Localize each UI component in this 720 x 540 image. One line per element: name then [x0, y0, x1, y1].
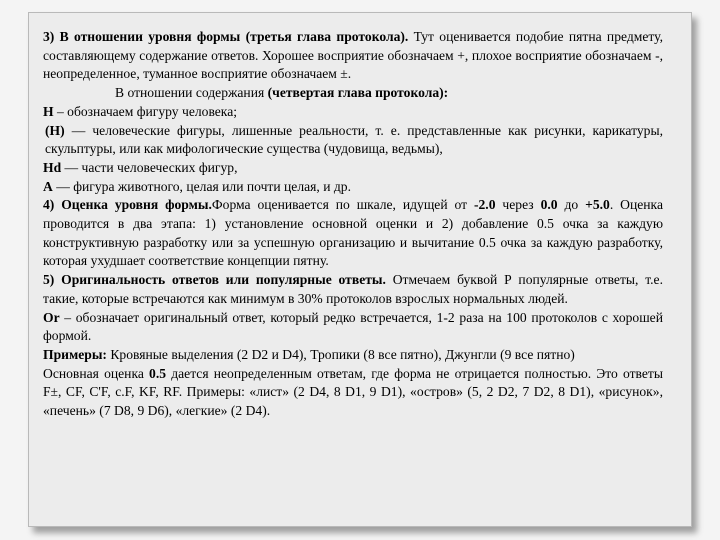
section4-v1: -2.0: [473, 197, 496, 213]
hd-text: — части человеческих фигур,: [61, 159, 238, 175]
h-text: – обозначаем фигуру человека;: [53, 103, 238, 119]
examples-label: Примеры:: [43, 346, 107, 362]
orig-line: [43, 309, 663, 346]
h-line: [43, 103, 663, 122]
examples-text: Кровяные выделения (2 D2 и D4), Тропики (8 все пятно), Джунгли (9 все пятно): [106, 346, 575, 362]
section3-text: Тут оценивается подобие пятна предмету, составляющему содержание ответов. Хорошее восприятие обозначаем +, плохое восприятие обозначаем -, неопределенное, туманное восприятие обозначаем ±.: [43, 29, 663, 82]
basic-score-text-1: Основная оценка: [43, 365, 150, 381]
orig-text: – обозначает оригинальный ответ, который редко встречается, 1-2 раза на 100 протоколов с хорошей формой.: [43, 309, 663, 344]
section3-heading: 3) В отношении уровня формы (третья глава протокола).: [43, 29, 409, 44]
examples-paragraph: [43, 346, 663, 365]
h-paren-text: — человеческие фигуры, лишенные реальности, т. е. представленные как рисунки, карикатуры, скульптуры, или как мифологические существа (чудовища, ведьмы),: [45, 122, 663, 157]
h-paren-line: [43, 122, 663, 159]
h-paren-code: (Н): [45, 122, 65, 138]
hd-code: Нd: [43, 159, 62, 175]
section4-text-2: через: [495, 197, 541, 213]
content-intro: [43, 84, 663, 103]
basic-score-value: 0.5: [149, 365, 167, 381]
section4-text-4: . Оценка проводится в два этапа: 1) установление основной оценки и 2) добавление 0.5 очка за каждую конструктивную разработку или за успешную организацию и вычитание 0.5 очка за каждую разработку, которая ухудшает соответствие концепции пятну.: [43, 197, 663, 269]
section4-paragraph: [43, 196, 663, 271]
section4-text-1: Форма оценивается по шкале, идущей от: [211, 197, 474, 213]
section5-paragraph: [43, 271, 663, 308]
slide-text: [43, 28, 663, 421]
a-code: А: [43, 178, 53, 194]
section4-v2: 0.0: [540, 197, 558, 213]
section4-text-3: до: [557, 197, 586, 213]
section3-paragraph: [43, 28, 663, 84]
orig-code: Or: [43, 309, 60, 325]
basic-score-paragraph: [43, 365, 663, 421]
h-code: Н: [43, 103, 54, 119]
hd-line: [43, 159, 663, 178]
a-text: — фигура животного, целая или почти целая, и др.: [52, 178, 351, 194]
a-line: [43, 178, 663, 197]
basic-score-text-2: дается неопределенным ответам, где форма не отрицается полностью. Это ответы F±, CF, C'F, c.F, KF, RF. Примеры: «лист» (2 D4, 8 D1, 9 D1), «остров» (5, 2 D2, 7 D2, 8 D1), «рисунок», «печень» (7 D8, 9 D6), «легкие» (2 D4).: [43, 365, 663, 419]
section4-v3: +5.0: [585, 197, 610, 213]
content-intro-text: В отношении содержания: [115, 85, 268, 101]
section5-heading: 5) Оригинальность ответов или популярные ответы.: [43, 272, 386, 288]
section4-heading: 4) Оценка уровня формы.: [43, 197, 212, 213]
section5-text: Отмечаем буквой Р популярные ответы, т.е. такие, которые встречаются как минимум в 30% протоколов взрослых нормальных людей.: [43, 272, 663, 306]
content-intro-bold: (четвертая глава протокола):: [267, 85, 449, 101]
